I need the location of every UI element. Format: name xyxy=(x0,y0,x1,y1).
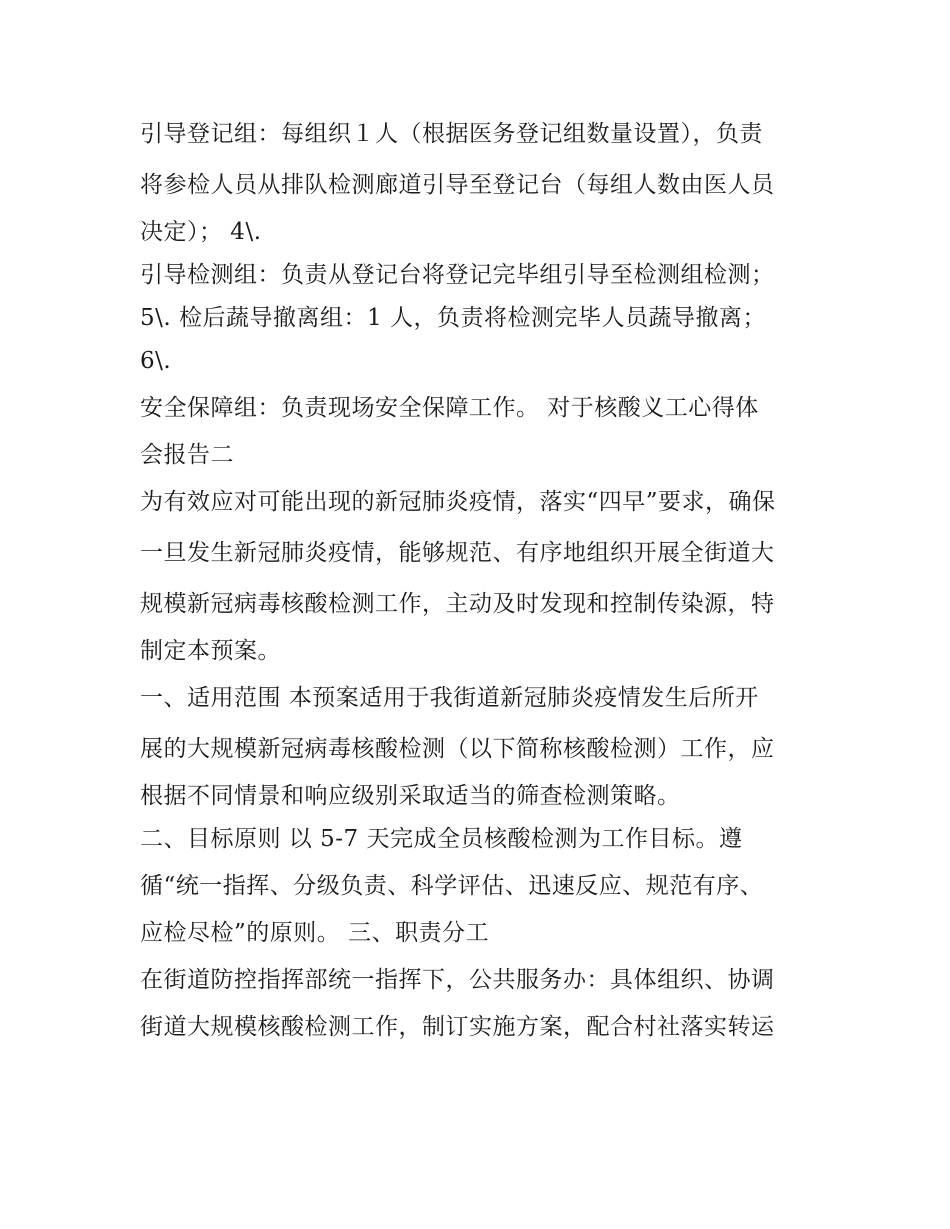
text-line: 制定本预案。 xyxy=(140,638,281,664)
text-line: 6\. xyxy=(140,348,172,374)
text-line: 根据不同情景和响应级别采取适当的筛查检测策略。 xyxy=(140,783,681,809)
text-line: 将参检人员从排队检测廊道引导至登记台（每组人数由医人员 xyxy=(140,172,775,198)
text-line: 安全保障组：负责现场安全保障工作。 对于核酸义工心得体 xyxy=(140,395,759,421)
text-line: 街道大规模核酸检测工作，制订实施方案，配合村社落实转运 xyxy=(140,1014,775,1040)
text-line: 会报告二 xyxy=(140,442,234,468)
text-line: 展的大规模新冠病毒核酸检测（以下简称核酸检测）工作，应 xyxy=(140,736,775,762)
text-line: 5\. 检后蔬导撤离组：1 人，负责将检测完毕人员蔬导撤离； xyxy=(140,305,766,331)
text-line: 引导登记组：每组织１人（根据医务登记组数量设置），负责 xyxy=(140,121,763,147)
text-line: 应检尽检”的原则。 三、职责分工 xyxy=(140,920,490,946)
text-line: 一旦发生新冠肺炎疫情，能够规范、有序地组织开展全街道大 xyxy=(140,540,775,566)
text-line: 循“统一指挥、分级负责、科学评估、迅速反应、规范有序、 xyxy=(140,873,764,899)
text-line: 规模新冠病毒核酸检测工作，主动及时发现和控制传染源，特 xyxy=(140,591,775,617)
text-line: 决定）； 4\. xyxy=(140,219,262,245)
text-line: 为有效应对可能出现的新冠肺炎疫情，落实“四早”要求，确保 xyxy=(140,489,776,515)
text-line: 二、目标原则 以 5-7 天完成全员核酸检测为工作目标。遵 xyxy=(140,826,743,852)
text-line: 一、适用范围 本预案适用于我街道新冠肺炎疫情发生后所开 xyxy=(140,685,759,711)
text-line: 在街道防控指挥部统一指挥下，公共服务办：具体组织、协调 xyxy=(140,967,775,993)
document-body xyxy=(140,109,815,1049)
text-line: 引导检测组：负责从登记台将登记完毕组引导至检测组检测； xyxy=(140,262,775,288)
